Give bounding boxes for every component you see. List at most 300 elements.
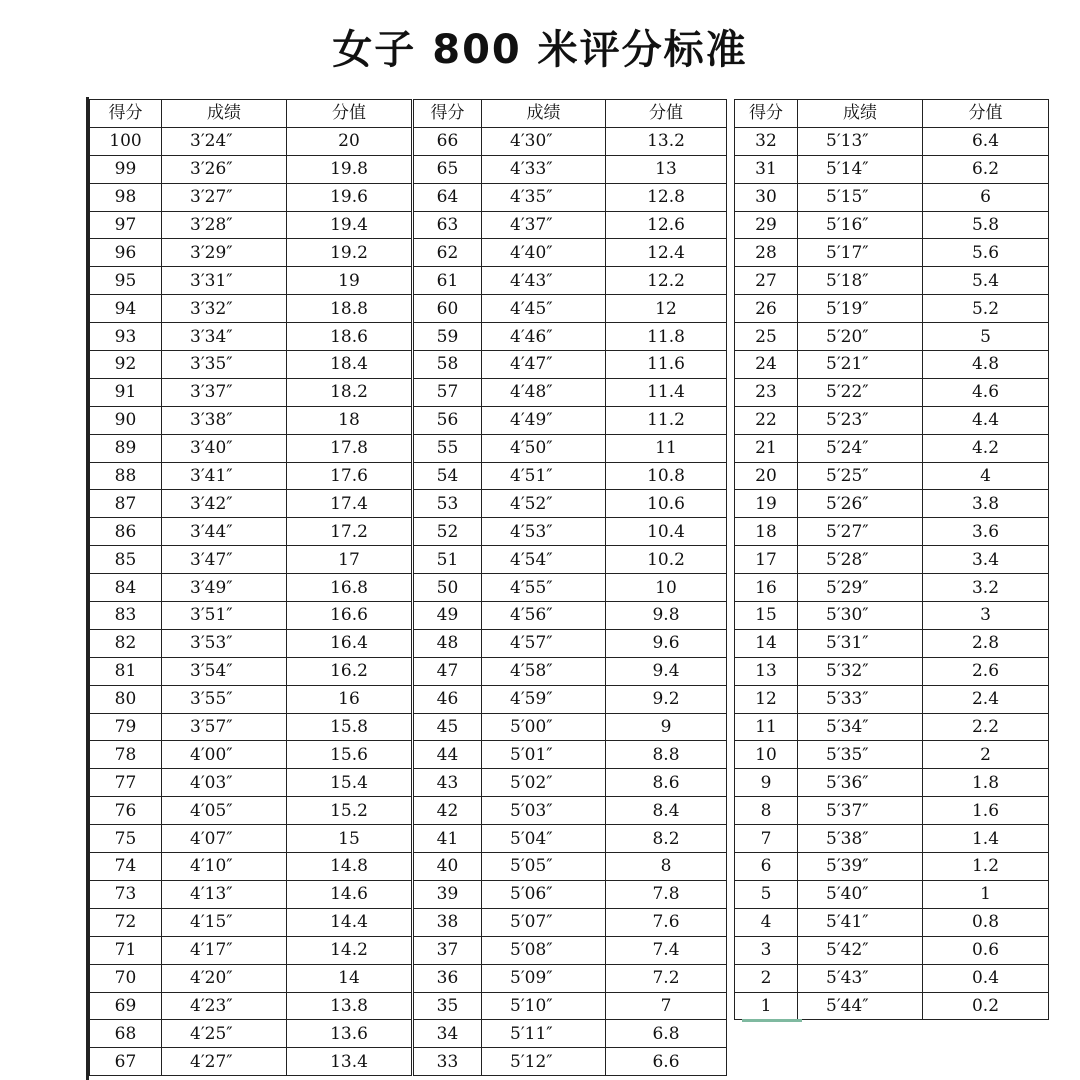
value-cell: 9.6	[606, 629, 727, 657]
table-row	[735, 685, 1049, 713]
score-cell: 100	[90, 127, 162, 155]
table-row	[735, 908, 1049, 936]
table-row	[735, 518, 1049, 546]
time-cell: 5′42″	[798, 936, 923, 964]
score-cell: 23	[735, 378, 798, 406]
table-row	[90, 629, 412, 657]
value-cell: 15.8	[287, 713, 412, 741]
table-row	[735, 964, 1049, 992]
time-cell: 5′31″	[798, 629, 923, 657]
table-row	[735, 155, 1049, 183]
score-cell: 36	[414, 964, 482, 992]
table-row	[414, 406, 727, 434]
score-cell: 20	[735, 462, 798, 490]
time-cell: 3′32″	[162, 295, 287, 323]
value-cell: 2.8	[923, 629, 1049, 657]
value-cell: 11.8	[606, 323, 727, 351]
time-cell: 5′10″	[482, 992, 606, 1020]
table-row	[735, 127, 1049, 155]
score-cell: 66	[414, 127, 482, 155]
score-cell: 12	[735, 685, 798, 713]
score-cell: 53	[414, 490, 482, 518]
value-cell: 12	[606, 295, 727, 323]
score-cell: 70	[90, 964, 162, 992]
score-cell: 49	[414, 602, 482, 630]
page-title: 女子 800 米评分标准	[332, 27, 748, 73]
value-cell: 9.4	[606, 657, 727, 685]
time-cell: 5′38″	[798, 825, 923, 853]
value-cell: 7.4	[606, 936, 727, 964]
time-cell: 4′56″	[482, 602, 606, 630]
table-row	[414, 741, 727, 769]
score-cell: 10	[735, 741, 798, 769]
time-cell: 5′07″	[482, 908, 606, 936]
time-cell: 3′40″	[162, 434, 287, 462]
value-cell: 2.2	[923, 713, 1049, 741]
value-cell: 14.8	[287, 853, 412, 881]
value-cell: 1.6	[923, 797, 1049, 825]
table-row	[735, 378, 1049, 406]
score-cell: 97	[90, 211, 162, 239]
score-cell: 24	[735, 351, 798, 379]
table-row	[414, 239, 727, 267]
value-cell: 6	[923, 183, 1049, 211]
score-cell: 5	[735, 880, 798, 908]
value-cell: 15.2	[287, 797, 412, 825]
time-cell: 5′06″	[482, 880, 606, 908]
table-row	[735, 183, 1049, 211]
value-cell: 18.4	[287, 351, 412, 379]
value-cell: 3.8	[923, 490, 1049, 518]
time-cell: 4′05″	[162, 797, 287, 825]
table-row	[414, 769, 727, 797]
score-cell: 80	[90, 685, 162, 713]
value-cell: 4.4	[923, 406, 1049, 434]
score-cell: 34	[414, 1020, 482, 1048]
time-cell: 3′29″	[162, 239, 287, 267]
time-cell: 4′47″	[482, 351, 606, 379]
table-row	[735, 406, 1049, 434]
table-row	[414, 936, 727, 964]
score-cell: 37	[414, 936, 482, 964]
score-cell: 92	[90, 351, 162, 379]
time-cell: 3′35″	[162, 351, 287, 379]
value-cell: 18.6	[287, 323, 412, 351]
score-cell: 50	[414, 574, 482, 602]
time-cell: 5′13″	[798, 127, 923, 155]
value-cell: 16.8	[287, 574, 412, 602]
table-row	[735, 657, 1049, 685]
time-cell: 4′33″	[482, 155, 606, 183]
value-cell: 0.4	[923, 964, 1049, 992]
table-row	[90, 351, 412, 379]
score-cell: 76	[90, 797, 162, 825]
table-row	[735, 462, 1049, 490]
table-row	[735, 323, 1049, 351]
value-cell: 17.8	[287, 434, 412, 462]
value-cell: 2	[923, 741, 1049, 769]
value-cell: 4	[923, 462, 1049, 490]
value-cell: 8	[606, 853, 727, 881]
score-cell: 69	[90, 992, 162, 1020]
score-cell: 19	[735, 490, 798, 518]
value-cell: 18.8	[287, 295, 412, 323]
score-cell: 27	[735, 267, 798, 295]
table-row	[414, 1020, 727, 1048]
value-cell: 7.8	[606, 880, 727, 908]
time-cell: 4′07″	[162, 825, 287, 853]
table-row	[90, 434, 412, 462]
score-cell: 51	[414, 546, 482, 574]
score-cell: 74	[90, 853, 162, 881]
time-cell: 3′27″	[162, 183, 287, 211]
value-cell: 11.2	[606, 406, 727, 434]
value-cell: 4.6	[923, 378, 1049, 406]
value-cell: 1.2	[923, 853, 1049, 881]
score-cell: 38	[414, 908, 482, 936]
table-row	[90, 992, 412, 1020]
table-row	[735, 797, 1049, 825]
value-cell: 3.4	[923, 546, 1049, 574]
table-row	[90, 1048, 412, 1076]
table-header-row	[90, 100, 412, 128]
value-cell: 17.4	[287, 490, 412, 518]
score-cell: 93	[90, 323, 162, 351]
time-cell: 3′55″	[162, 685, 287, 713]
value-cell: 12.4	[606, 239, 727, 267]
score-cell: 61	[414, 267, 482, 295]
time-cell: 5′08″	[482, 936, 606, 964]
table-row	[414, 434, 727, 462]
score-cell: 39	[414, 880, 482, 908]
table-row	[414, 183, 727, 211]
value-cell: 4.2	[923, 434, 1049, 462]
table-row	[414, 211, 727, 239]
value-cell: 6.6	[606, 1048, 727, 1076]
table-row	[90, 211, 412, 239]
time-cell: 4′54″	[482, 546, 606, 574]
time-cell: 3′31″	[162, 267, 287, 295]
value-cell: 4.8	[923, 351, 1049, 379]
time-cell: 3′34″	[162, 323, 287, 351]
time-cell: 5′17″	[798, 239, 923, 267]
score-cell: 75	[90, 825, 162, 853]
table-row	[414, 964, 727, 992]
value-cell: 3.6	[923, 518, 1049, 546]
table-row	[414, 546, 727, 574]
time-cell: 4′40″	[482, 239, 606, 267]
table-row	[90, 323, 412, 351]
value-cell: 18.2	[287, 378, 412, 406]
time-cell: 4′37″	[482, 211, 606, 239]
score-cell: 63	[414, 211, 482, 239]
score-cell: 78	[90, 741, 162, 769]
score-cell: 18	[735, 518, 798, 546]
time-cell: 5′33″	[798, 685, 923, 713]
table-row	[735, 992, 1049, 1020]
score-table-2	[413, 99, 727, 1076]
table-row	[414, 880, 727, 908]
table-row	[414, 629, 727, 657]
value-cell: 13	[606, 155, 727, 183]
value-cell: 0.6	[923, 936, 1049, 964]
score-cell: 47	[414, 657, 482, 685]
table-row	[90, 546, 412, 574]
header-time: 成绩	[162, 100, 287, 128]
score-table-1	[89, 99, 412, 1076]
table-row	[90, 657, 412, 685]
time-cell: 5′14″	[798, 155, 923, 183]
time-cell: 4′30″	[482, 127, 606, 155]
value-cell: 5.4	[923, 267, 1049, 295]
value-cell: 10.8	[606, 462, 727, 490]
table-row	[90, 685, 412, 713]
score-cell: 16	[735, 574, 798, 602]
value-cell: 10.6	[606, 490, 727, 518]
time-cell: 4′48″	[482, 378, 606, 406]
header-value: 分值	[923, 100, 1049, 128]
time-cell: 5′24″	[798, 434, 923, 462]
table-row	[90, 406, 412, 434]
time-cell: 4′46″	[482, 323, 606, 351]
score-cell: 99	[90, 155, 162, 183]
table-row	[414, 602, 727, 630]
value-cell: 5.6	[923, 239, 1049, 267]
table-row	[90, 936, 412, 964]
time-cell: 5′16″	[798, 211, 923, 239]
time-cell: 5′02″	[482, 769, 606, 797]
score-cell: 65	[414, 155, 482, 183]
score-cell: 72	[90, 908, 162, 936]
value-cell: 8.8	[606, 741, 727, 769]
table-row	[735, 239, 1049, 267]
score-cell: 31	[735, 155, 798, 183]
green-underline-mark	[742, 1019, 802, 1022]
score-cell: 22	[735, 406, 798, 434]
time-cell: 5′12″	[482, 1048, 606, 1076]
score-cell: 82	[90, 629, 162, 657]
score-cell: 79	[90, 713, 162, 741]
table-row	[414, 490, 727, 518]
value-cell: 14.4	[287, 908, 412, 936]
time-cell: 5′23″	[798, 406, 923, 434]
value-cell: 6.8	[606, 1020, 727, 1048]
time-cell: 5′30″	[798, 602, 923, 630]
time-cell: 3′28″	[162, 211, 287, 239]
score-cell: 45	[414, 713, 482, 741]
table-row	[414, 853, 727, 881]
time-cell: 3′57″	[162, 713, 287, 741]
value-cell: 19.8	[287, 155, 412, 183]
score-cell: 40	[414, 853, 482, 881]
value-cell: 19	[287, 267, 412, 295]
table-row	[90, 378, 412, 406]
table-row	[90, 797, 412, 825]
score-cell: 6	[735, 853, 798, 881]
table-row	[735, 769, 1049, 797]
value-cell: 9.2	[606, 685, 727, 713]
value-cell: 16.4	[287, 629, 412, 657]
time-cell: 4′58″	[482, 657, 606, 685]
value-cell: 20	[287, 127, 412, 155]
table-row	[414, 462, 727, 490]
score-cell: 54	[414, 462, 482, 490]
score-cell: 94	[90, 295, 162, 323]
value-cell: 13.6	[287, 1020, 412, 1048]
value-cell: 17	[287, 546, 412, 574]
value-cell: 13.4	[287, 1048, 412, 1076]
score-cell: 14	[735, 629, 798, 657]
score-cell: 77	[90, 769, 162, 797]
time-cell: 5′18″	[798, 267, 923, 295]
score-cell: 1	[735, 992, 798, 1020]
value-cell: 10.2	[606, 546, 727, 574]
time-cell: 5′28″	[798, 546, 923, 574]
time-cell: 5′29″	[798, 574, 923, 602]
score-cell: 35	[414, 992, 482, 1020]
time-cell: 4′25″	[162, 1020, 287, 1048]
value-cell: 18	[287, 406, 412, 434]
time-cell: 4′13″	[162, 880, 287, 908]
score-cell: 98	[90, 183, 162, 211]
time-cell: 3′53″	[162, 629, 287, 657]
score-cell: 43	[414, 769, 482, 797]
score-cell: 44	[414, 741, 482, 769]
value-cell: 6.4	[923, 127, 1049, 155]
table-header-row	[735, 100, 1049, 128]
time-cell: 4′00″	[162, 741, 287, 769]
table-row	[414, 797, 727, 825]
time-cell: 3′26″	[162, 155, 287, 183]
table-row	[735, 880, 1049, 908]
score-cell: 13	[735, 657, 798, 685]
time-cell: 5′05″	[482, 853, 606, 881]
table-row	[90, 964, 412, 992]
table-row	[414, 351, 727, 379]
value-cell: 15	[287, 825, 412, 853]
score-cell: 90	[90, 406, 162, 434]
time-cell: 3′37″	[162, 378, 287, 406]
time-cell: 5′25″	[798, 462, 923, 490]
score-cell: 68	[90, 1020, 162, 1048]
time-cell: 4′27″	[162, 1048, 287, 1076]
table-row	[90, 490, 412, 518]
time-cell: 4′15″	[162, 908, 287, 936]
table-row	[90, 741, 412, 769]
time-cell: 4′43″	[482, 267, 606, 295]
table-row	[735, 211, 1049, 239]
score-cell: 3	[735, 936, 798, 964]
score-cell: 95	[90, 267, 162, 295]
value-cell: 14.6	[287, 880, 412, 908]
score-cell: 96	[90, 239, 162, 267]
score-cell: 81	[90, 657, 162, 685]
time-cell: 5′15″	[798, 183, 923, 211]
value-cell: 1.4	[923, 825, 1049, 853]
value-cell: 16.2	[287, 657, 412, 685]
table-row	[90, 155, 412, 183]
value-cell: 7.2	[606, 964, 727, 992]
time-cell: 5′41″	[798, 908, 923, 936]
score-cell: 33	[414, 1048, 482, 1076]
table-row	[735, 741, 1049, 769]
time-cell: 5′44″	[798, 992, 923, 1020]
score-cell: 89	[90, 434, 162, 462]
value-cell: 15.6	[287, 741, 412, 769]
value-cell: 1	[923, 880, 1049, 908]
value-cell: 9	[606, 713, 727, 741]
time-cell: 3′44″	[162, 518, 287, 546]
value-cell: 14.2	[287, 936, 412, 964]
value-cell: 3	[923, 602, 1049, 630]
time-cell: 4′50″	[482, 434, 606, 462]
time-cell: 4′45″	[482, 295, 606, 323]
value-cell: 12.2	[606, 267, 727, 295]
table-row	[90, 239, 412, 267]
table-row	[90, 769, 412, 797]
score-cell: 56	[414, 406, 482, 434]
time-cell: 3′41″	[162, 462, 287, 490]
table-row	[735, 574, 1049, 602]
table-row	[735, 853, 1049, 881]
table-row	[735, 825, 1049, 853]
table-row	[414, 295, 727, 323]
score-cell: 67	[90, 1048, 162, 1076]
value-cell: 6.2	[923, 155, 1049, 183]
time-cell: 4′52″	[482, 490, 606, 518]
value-cell: 8.4	[606, 797, 727, 825]
table-row	[414, 378, 727, 406]
value-cell: 13.2	[606, 127, 727, 155]
value-cell: 11	[606, 434, 727, 462]
score-cell: 30	[735, 183, 798, 211]
value-cell: 5	[923, 323, 1049, 351]
time-cell: 4′35″	[482, 183, 606, 211]
time-cell: 5′36″	[798, 769, 923, 797]
table-row	[90, 183, 412, 211]
time-cell: 5′37″	[798, 797, 923, 825]
table-row	[90, 1020, 412, 1048]
time-cell: 3′38″	[162, 406, 287, 434]
value-cell: 2.4	[923, 685, 1049, 713]
table-row	[414, 127, 727, 155]
table-row	[90, 295, 412, 323]
score-cell: 73	[90, 880, 162, 908]
score-cell: 2	[735, 964, 798, 992]
header-value: 分值	[606, 100, 727, 128]
table-row	[90, 825, 412, 853]
time-cell: 5′01″	[482, 741, 606, 769]
score-cell: 32	[735, 127, 798, 155]
score-cell: 91	[90, 378, 162, 406]
value-cell: 19.2	[287, 239, 412, 267]
table-row	[90, 853, 412, 881]
score-cell: 26	[735, 295, 798, 323]
time-cell: 4′17″	[162, 936, 287, 964]
time-cell: 4′10″	[162, 853, 287, 881]
table-row	[735, 490, 1049, 518]
table-row	[735, 936, 1049, 964]
value-cell: 3.2	[923, 574, 1049, 602]
score-cell: 52	[414, 518, 482, 546]
value-cell: 7	[606, 992, 727, 1020]
time-cell: 5′19″	[798, 295, 923, 323]
table-row	[90, 602, 412, 630]
score-cell: 7	[735, 825, 798, 853]
time-cell: 5′35″	[798, 741, 923, 769]
score-cell: 87	[90, 490, 162, 518]
table-row	[414, 992, 727, 1020]
